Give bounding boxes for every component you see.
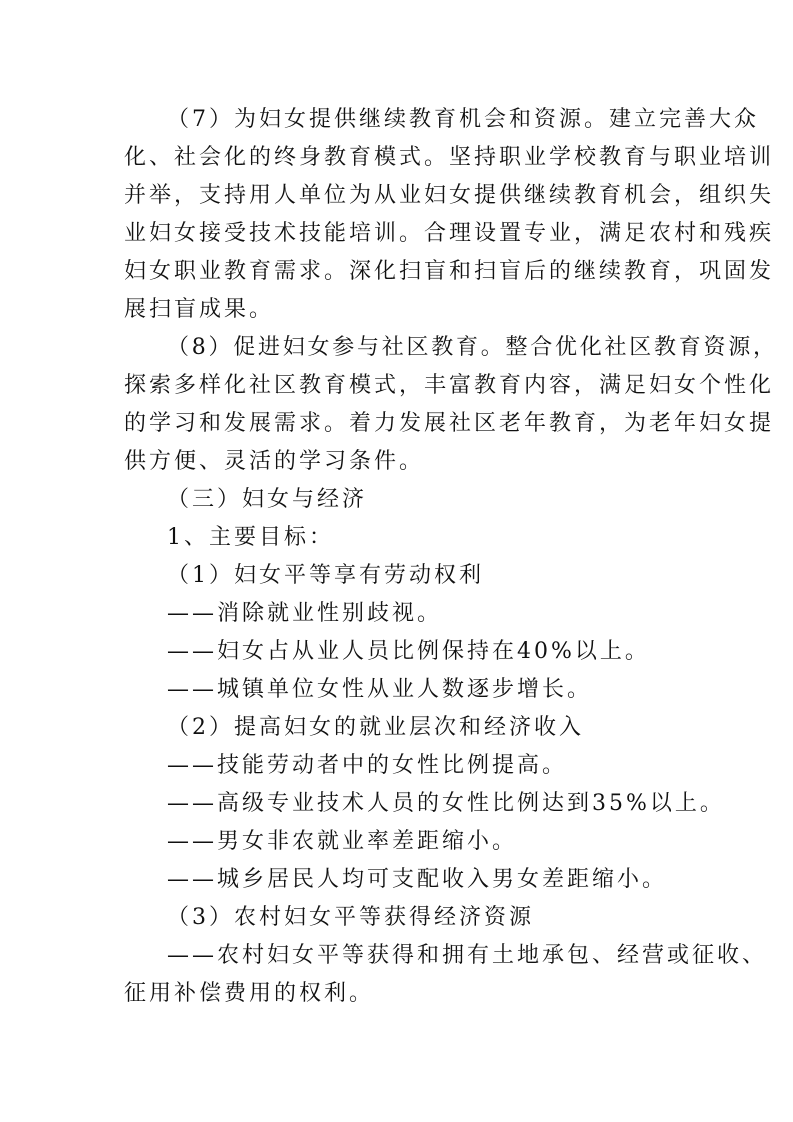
goal-2-item: ——高级专业技术人员的女性比例达到35%以上。 <box>167 791 725 816</box>
paragraph-8-line-3: 的学习和发展需求。着力发展社区老年教育，为老年妇女提 <box>124 411 775 436</box>
goal-1-item: ——消除就业性别歧视。 <box>167 601 443 626</box>
goals-heading: 1、主要目标： <box>167 525 334 550</box>
goal-2-item: ——城乡居民人均可支配收入男女差距缩小。 <box>167 867 668 892</box>
paragraph-7-line-1: （7）为妇女提供继续教育机会和资源。建立完善大众 <box>167 107 759 132</box>
paragraph-7-line-6: 展扫盲成果。 <box>124 297 275 322</box>
goal-3-title: （3）农村妇女平等获得经济资源 <box>167 905 534 930</box>
section-heading: （三）妇女与经济 <box>167 487 368 512</box>
paragraph-7-line-3: 并举，支持用人单位为从业妇女提供继续教育机会，组织失 <box>124 183 775 208</box>
paragraph-8-line-4: 供方便、灵活的学习条件。 <box>124 449 425 474</box>
goal-1-item: ——妇女占从业人员比例保持在40%以上。 <box>167 639 650 664</box>
goal-3-item-continuation: 征用补偿费用的权利。 <box>124 981 375 1006</box>
goal-3-item: ——农村妇女平等获得和拥有土地承包、经营或征收、 <box>167 943 768 968</box>
paragraph-7-line-5: 妇女职业教育需求。深化扫盲和扫盲后的继续教育，巩固发 <box>124 259 775 284</box>
paragraph-8-line-1: （8）促进妇女参与社区教育。整合优化社区教育资源， <box>167 335 778 360</box>
paragraph-7-line-4: 业妇女接受技术技能培训。合理设置专业，满足农村和残疾 <box>124 221 775 246</box>
goal-1-item: ——城镇单位女性从业人数逐步增长。 <box>167 677 593 702</box>
goal-2-item: ——技能劳动者中的女性比例提高。 <box>167 753 568 778</box>
paragraph-8-line-2: 探索多样化社区教育模式，丰富教育内容，满足妇女个性化 <box>124 373 775 398</box>
goal-2-title: （2）提高妇女的就业层次和经济收入 <box>167 715 584 740</box>
goal-1-title: （1）妇女平等享有劳动权利 <box>167 563 484 588</box>
paragraph-7-line-2: 化、社会化的终身教育模式。坚持职业学校教育与职业培训 <box>124 145 775 170</box>
goal-2-item: ——男女非农就业率差距缩小。 <box>167 829 518 854</box>
